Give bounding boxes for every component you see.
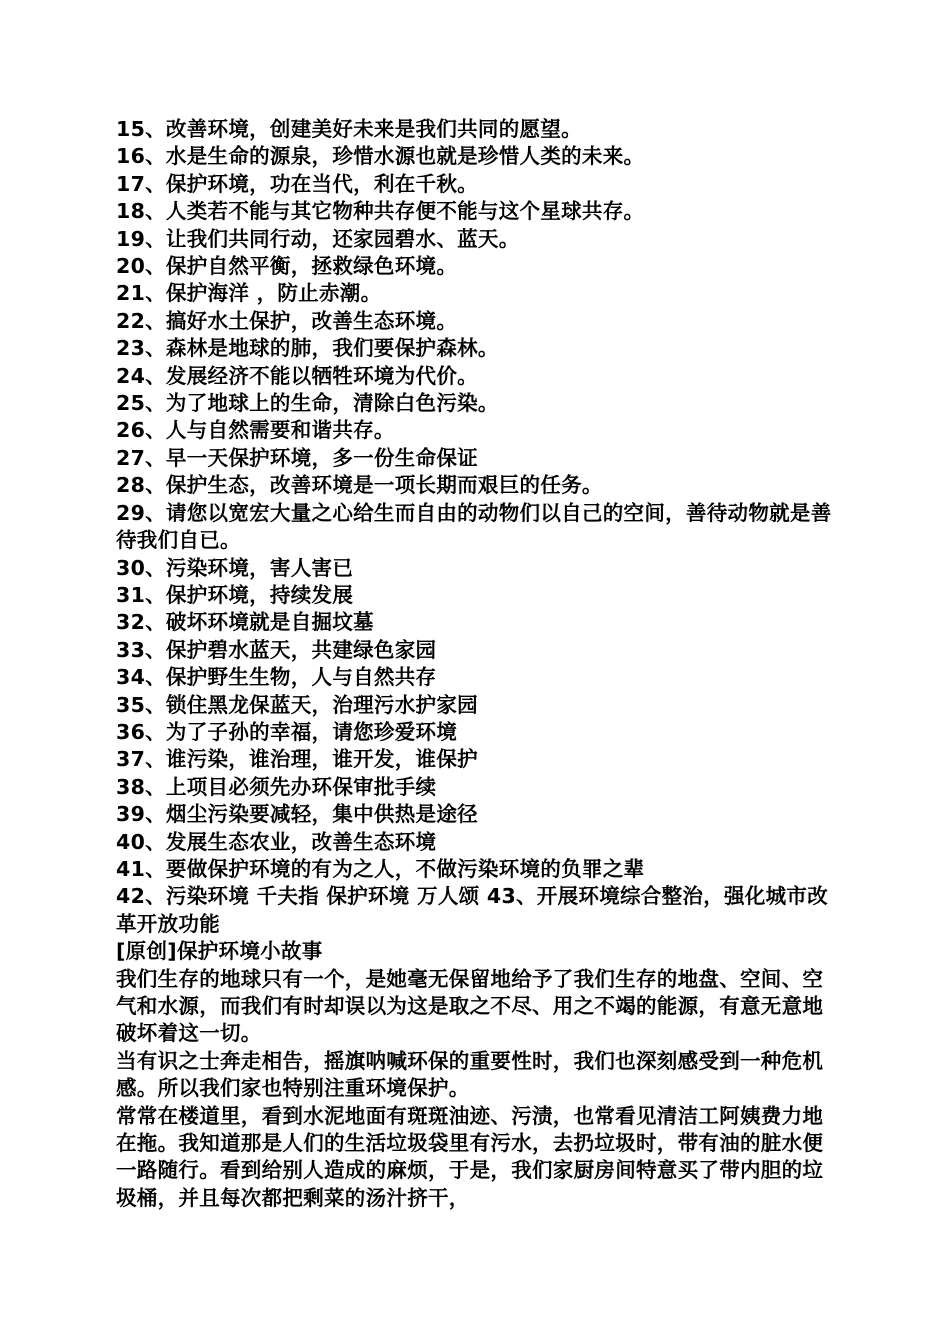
slogan-line: 38、上项目必须先办环保审批手续 <box>116 774 437 799</box>
slogan-line: 33、保护碧水蓝天，共建绿色家园 <box>116 637 437 662</box>
slogan-line: 32、破坏环境就是自掘坟墓 <box>116 610 374 635</box>
story-paragraph: 常常在楼道里，看到水泥地面有斑斑油迹、污渍，也常看见清洁工阿姨费力地在拖。我知道那是人们的生活垃圾袋里有污水，去扔垃圾时，带有油的脏水便一路随行。看到给别人造成的麻烦，于是，我们家厨房间特意买了带内胆的垃圾桶，并且每次都把剩菜的汤汁挤干， <box>116 1103 824 1210</box>
slogan-line: 26、人与自然需要和谐共存。 <box>116 418 395 443</box>
story-body <box>116 966 838 1213</box>
slogan-line: 23、森林是地球的肺，我们要保护森林。 <box>116 336 499 361</box>
story-paragraph: 我们生存的地球只有一个，是她毫无保留地给予了我们生存的地盘、空间、空气和水源，而我们有时却误以为这是取之不尽、用之不竭的能源，有意无意地破坏着这一切。 <box>116 966 824 1046</box>
slogan-42-43: 42、污染环境 千夫指 保护环境 万人颂 43、开展环境综合整治，强化城市改革开放功能 <box>116 884 829 936</box>
story-title: [原创]保护环境小故事 <box>116 939 323 964</box>
slogan-line: 37、谁污染，谁治理，谁开发，谁保护 <box>116 747 478 772</box>
slogan-line: 30、污染环境，害人害已 <box>116 555 354 580</box>
slogan-line: 16、水是生命的源泉，珍惜水源也就是珍惜人类的未来。 <box>116 144 645 169</box>
slogan-line: 17、保护环境，功在当代，利在千秋。 <box>116 171 478 196</box>
slogan-line: 20、保护自然平衡，拯救绿色环境。 <box>116 254 458 279</box>
slogan-line: 36、为了子孙的幸福，请您珍爱环境 <box>116 719 458 744</box>
slogan-list <box>116 116 838 500</box>
slogan-line: 18、人类若不能与其它物种共存便不能与这个星球共存。 <box>116 199 645 224</box>
slogan-line: 40、发展生态农业，改善生态环境 <box>116 829 437 854</box>
slogan-line: 28、保护生态，改善环境是一项长期而艰巨的任务。 <box>116 473 603 498</box>
slogan-line: 22、搞好水土保护，改善生态环境。 <box>116 308 458 333</box>
story-paragraph: 当有识之士奔走相告，摇旗呐喊环保的重要性时，我们也深刻感受到一种危机感。所以我们家也特别注重环境保护。 <box>116 1048 824 1101</box>
slogan-line: 35、锁住黑龙保蓝天，治理污水护家园 <box>116 692 478 717</box>
slogan-line: 25、为了地球上的生命，清除白色污染。 <box>116 391 499 416</box>
slogan-list-b <box>116 555 838 884</box>
slogan-line: 19、让我们共同行动，还家园碧水、蓝天。 <box>116 226 520 251</box>
slogan-line: 21、保护海洋 ，防止赤潮。 <box>116 281 382 306</box>
slogan-line: 24、发展经济不能以牺牲环境为代价。 <box>116 363 478 388</box>
slogan-line: 15、改善环境，创建美好未来是我们共同的愿望。 <box>116 117 582 141</box>
slogan-line: 41、要做保护环境的有为之人，不做污染环境的负罪之辈 <box>116 856 645 881</box>
slogan-29: 29、请您以宽宏大量之心给生而自由的动物们以自己的空间，善待动物就是善待我们自已。 <box>116 500 832 553</box>
document-page <box>116 116 838 1212</box>
slogan-line: 31、保护环境，持续发展 <box>116 582 354 607</box>
slogan-line: 39、烟尘污染要减轻，集中供热是途径 <box>116 802 478 827</box>
slogan-line: 34、保护野生生物，人与自然共存 <box>116 665 437 690</box>
slogan-line: 27、早一天保护环境，多一份生命保证 <box>116 445 478 470</box>
